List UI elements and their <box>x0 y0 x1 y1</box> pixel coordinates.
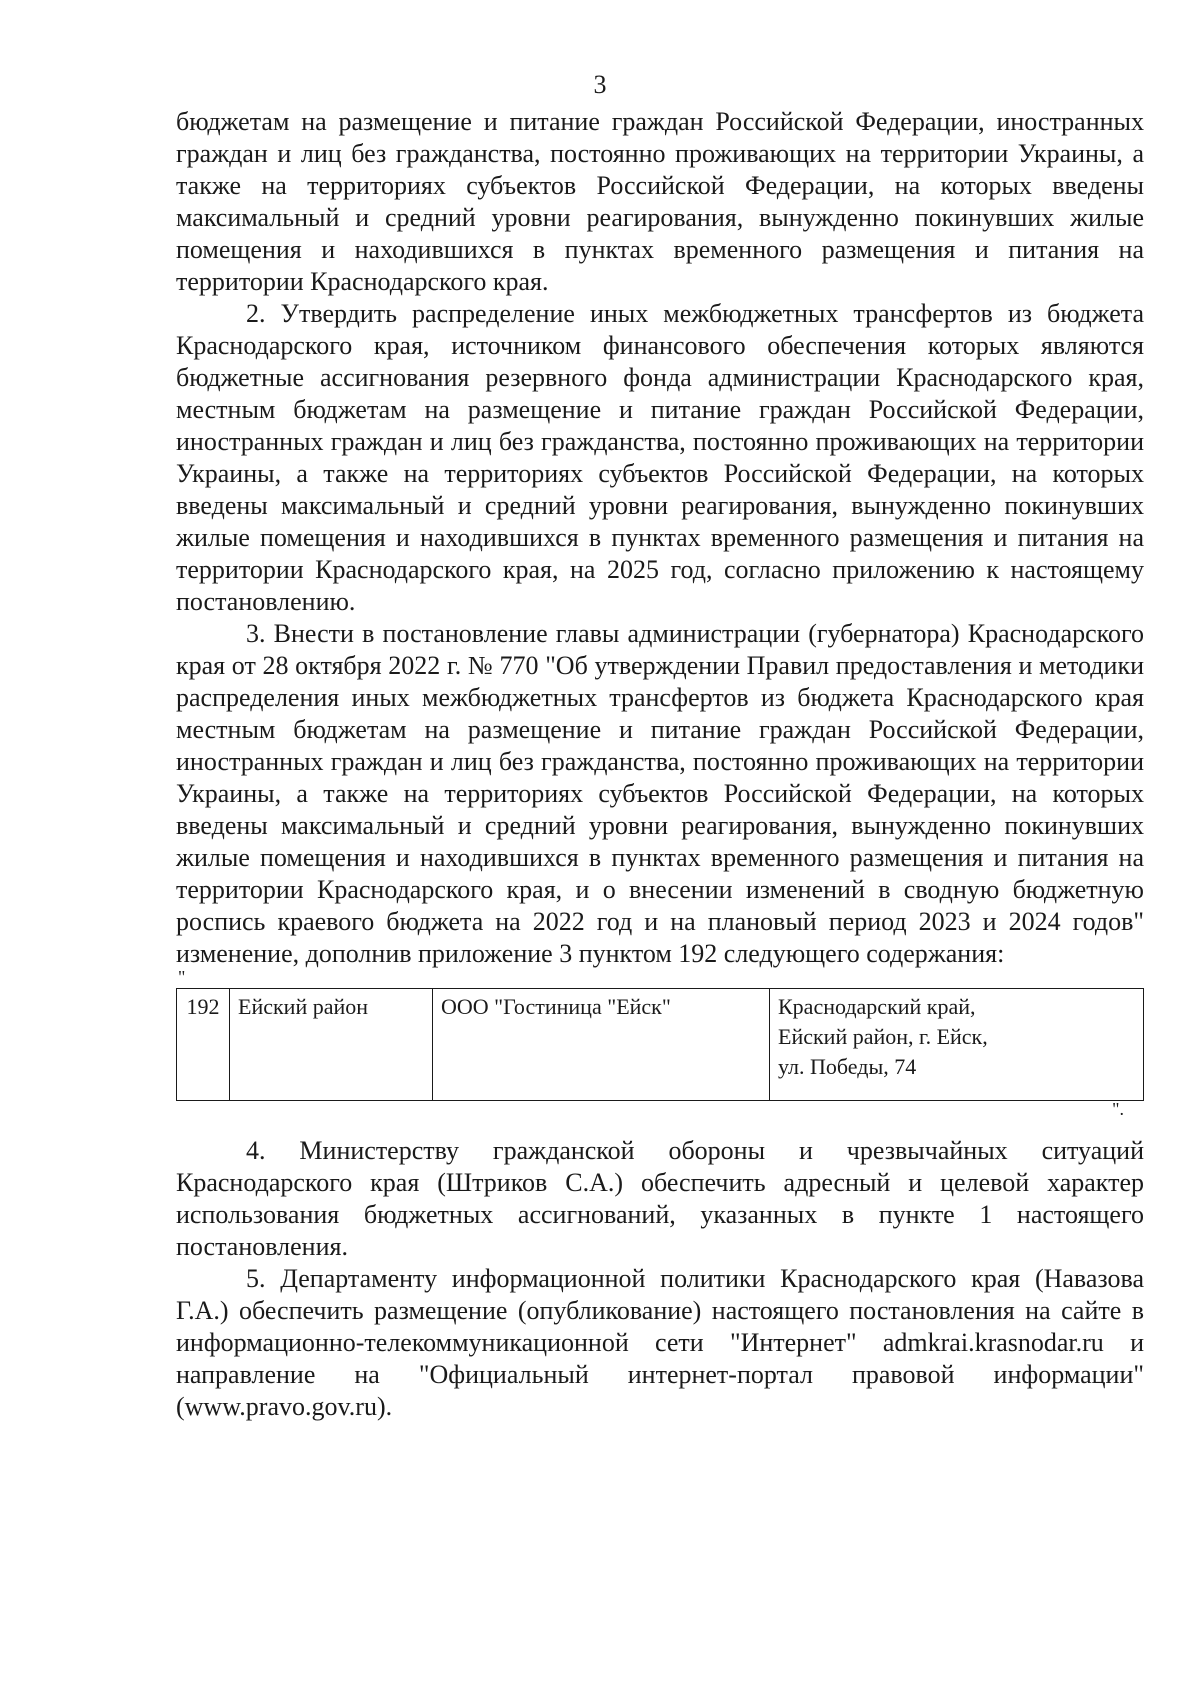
paragraph-4: 4. Министерству гражданской обороны и чрезвычайных ситуаций Краснодарского края (Штриков С.А.) обеспечить адресный и целевой характер использования бюджетных ассигнований, указанных в пункте 1 настоящего постановления. <box>176 1136 1144 1261</box>
opening-quote: " <box>178 967 186 987</box>
cell-number: 192 <box>177 989 230 1101</box>
paragraph-1-continuation: бюджетам на размещение и питание граждан Российской Федерации, иностранных граждан и лиц без гражданства, постоянно проживающих на территории Украины, а также на территориях субъектов Российской Федерации, на которых введены максимальный и средний уровни реагирования, вынужденно покинувших жилые помещения и находившихся в пунктах временного размещения и питания на территории Краснодарского края. <box>176 107 1144 296</box>
address-line: Ейский район, г. Ейск, <box>778 1024 988 1049</box>
paragraph-2: 2. Утвердить распределение иных межбюджетных трансфертов из бюджета Краснодарского края, источником финансового обеспечения которых являются бюджетные ассигнования резервного фонда администрации Краснодарского края, местным бюджетам на размещение и питание граждан Российской Федерации, иностранных граждан и лиц без гражданства, постоянно проживающих на территории Украины, а также на территориях субъектов Российской Федерации, на которых введены максимальный и средний уровни реагирования, вынужденно покинувших жилые помещения и находившихся в пунктах временного размещения и питания на территории Краснодарского края, на 2025 год, согласно приложению к настоящему постановлению. <box>176 299 1144 616</box>
paragraph-3: 3. Внести в постановление главы администрации (губернатора) Краснодарского края от 28 октября 2022 г. № 770 "Об утверждении Правил предоставления и методики распределения иных межбюджетных трансфертов из бюджета Краснодарского края местным бюджетам на размещение и питание граждан Российской Федерации, иностранных граждан и лиц без гражданства, постоянно проживающих на территории Украины, а также на территориях субъектов Российской Федерации, на которых введены максимальный и средний уровни реагирования, вынужденно покинувших жилые помещения и находившихся в пунктах временного размещения и питания на территории Краснодарского края, и о внесении изменений в сводную бюджетную роспись краевого бюджета на 2022 год и на плановый период 2023 и 2024 годов" изменение, дополнив приложение 3 пунктом 192 следующего содержания: <box>176 619 1144 968</box>
address-line: ул. Победы, 74 <box>778 1054 917 1079</box>
cell-district: Ейский район <box>230 989 433 1101</box>
closing-quote: ". <box>1112 1099 1124 1119</box>
document-body <box>176 106 1144 1423</box>
cell-organization: ООО "Гостиница "Ейск" <box>433 989 770 1101</box>
paragraph-5: 5. Департаменту информационной политики Краснодарского края (Навазова Г.А.) обеспечить размещение (опубликование) настоящего постановления на сайте в информационно-телекоммуникационной сети "Интернет" admkrai.krasnodar.ru и направление на "Официальный интернет-портал правовой информации" (www.pravo.gov.ru). <box>176 1264 1144 1421</box>
cell-address <box>770 989 1144 1101</box>
table-row <box>177 989 1144 1101</box>
address-line: Краснодарский край, <box>778 994 976 1019</box>
amendment-table <box>176 988 1144 1101</box>
page-number: 3 <box>593 70 607 99</box>
